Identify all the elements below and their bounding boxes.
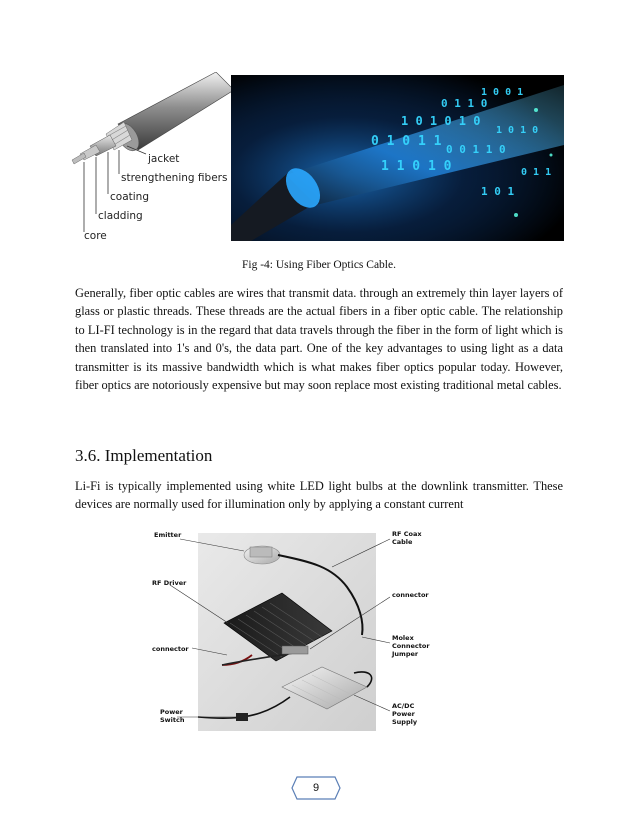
svg-text:0 0 1 1 0: 0 0 1 1 0: [446, 143, 506, 156]
label-molex-line3: Jumper: [392, 650, 419, 658]
svg-text:1 0 1 0 1 0: 1 0 1 0 1 0: [401, 114, 481, 128]
figure-4-caption: Fig -4: Using Fiber Optics Cable.: [242, 259, 396, 271]
svg-text:1 0 1 0: 1 0 1 0: [496, 125, 539, 136]
label-cladding: cladding: [98, 210, 143, 222]
label-jacket: jacket: [148, 153, 180, 165]
label-acdc-line2: Power: [392, 710, 415, 718]
lifi-hardware-photo: [132, 527, 454, 733]
fiber-cable-diagram: [66, 72, 234, 244]
section-heading-implementation: 3.6. Implementation: [75, 446, 213, 465]
svg-text:0 1 1: 0 1 1: [521, 167, 552, 178]
page-number-box: [291, 775, 341, 801]
label-molex-line1: Molex: [392, 634, 414, 642]
label-power-switch-line2: Switch: [160, 716, 185, 724]
svg-text:1 0 1: 1 0 1: [481, 185, 515, 198]
label-connector-right: connector: [392, 591, 429, 599]
svg-text:0 1 1 0: 0 1 1 0: [441, 97, 488, 110]
svg-text:1 0 0 1: 1 0 0 1: [481, 87, 524, 98]
svg-text:1 1 0 1 0: 1 1 0 1 0: [381, 159, 452, 174]
label-acdc-line3: Supply: [392, 718, 418, 726]
fiber-optics-paragraph: Generally, fiber optic cables are wires that transmit data. through an extremely thin layer layers of glass or plastic threads. These threads are the actual fibers in a fiber optic cable. The relationship to LI-FI technology is in the regard that data travels through the fiber in the form of light which is then translated into 1's and 0's, the data part. One of the key advantages to using light as a data transmitter is its massive bandwidth which is what makes fiber optics popular today. However, fiber optics are notoriously expensive but may soon replace most existing traditional metal cables.: [75, 286, 563, 393]
label-rf-coax-line2: Cable: [392, 538, 413, 546]
fiber-optic-photo: [231, 75, 564, 241]
label-molex-line2: Connector: [392, 642, 430, 650]
implementation-paragraph: Li-Fi is typically implemented using white LED light bulbs at the downlink transmitter. These devices are normally used for illumination only by applying a constant current: [75, 479, 563, 512]
label-acdc-line1: AC/DC: [392, 702, 415, 710]
label-coating: coating: [110, 191, 149, 203]
label-power-switch-line1: Power: [160, 708, 183, 716]
label-core: core: [84, 230, 107, 242]
label-rf-driver: RF Driver: [152, 579, 187, 587]
page-number: 9: [312, 782, 320, 794]
label-strengthening-fibers: strengthening fibers: [121, 172, 228, 184]
svg-text:0 1 0 1 1: 0 1 0 1 1: [371, 134, 442, 149]
label-rf-coax-line1: RF Coax: [392, 530, 422, 538]
label-emitter: Emitter: [154, 531, 182, 539]
label-connector-left: connector: [152, 645, 189, 653]
